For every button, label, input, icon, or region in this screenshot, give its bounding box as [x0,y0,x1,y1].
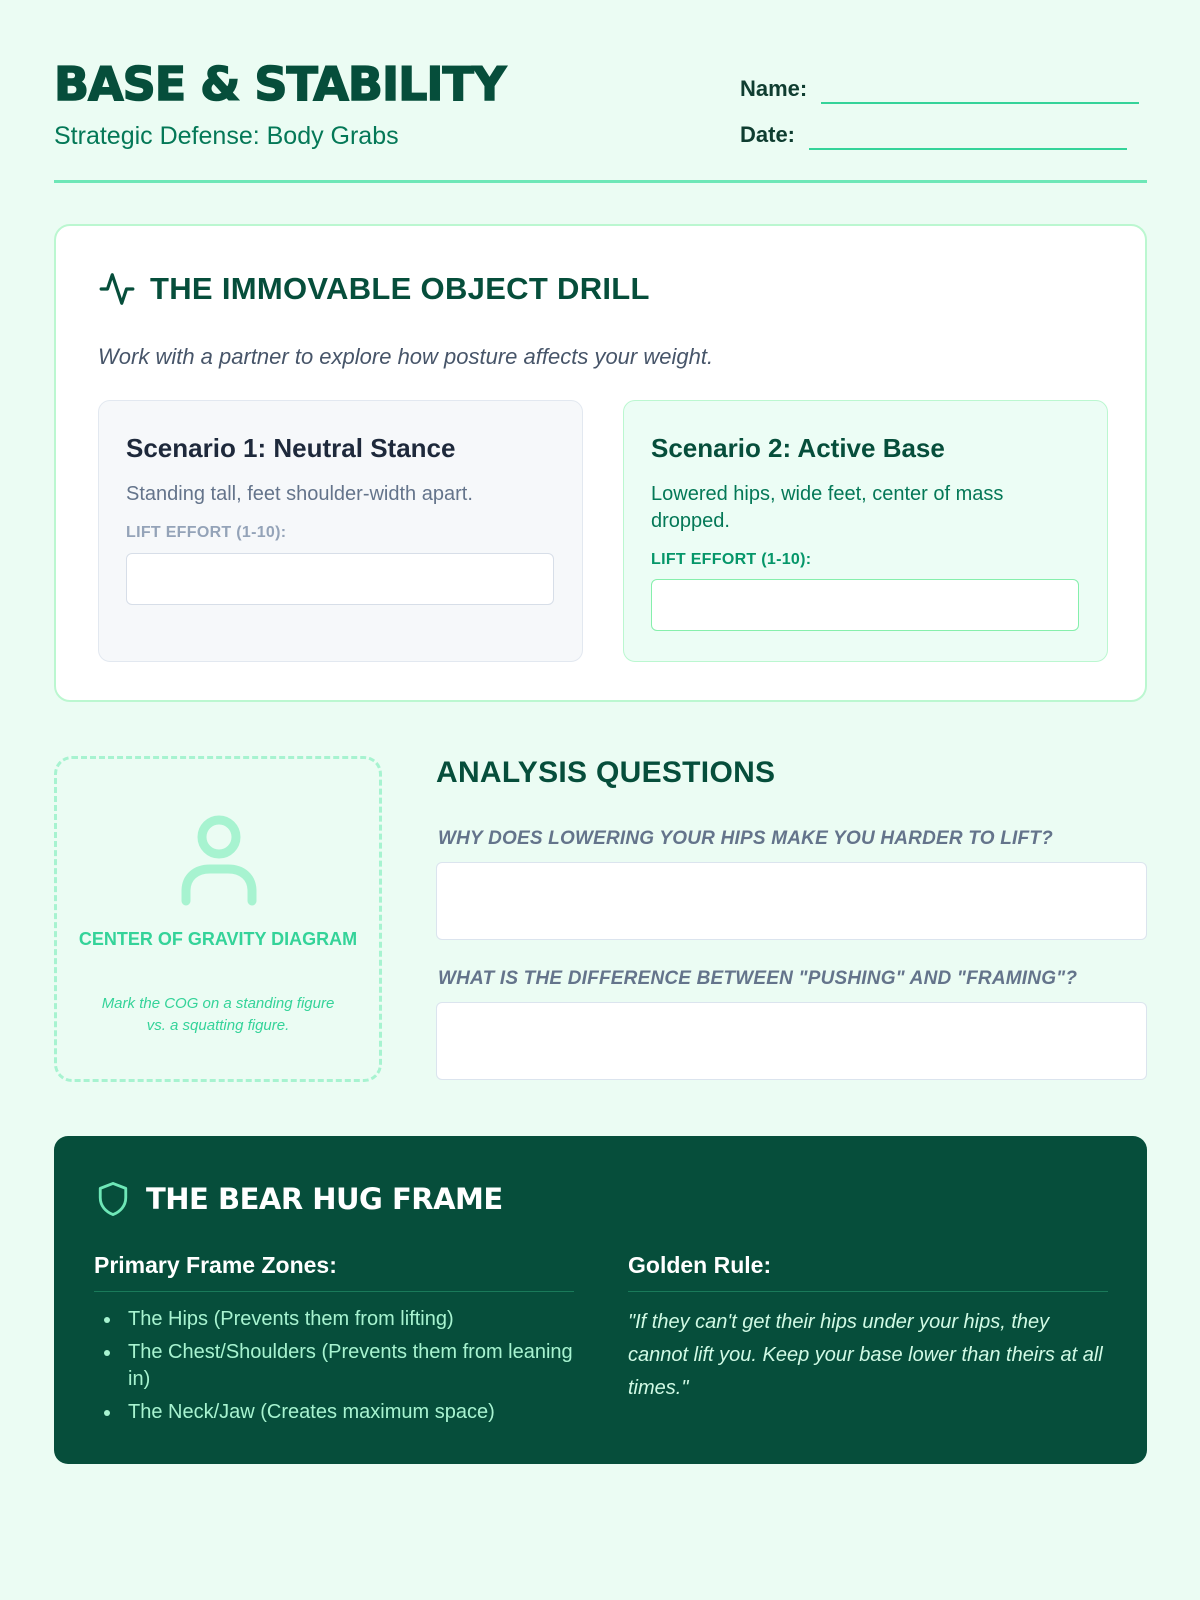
answer-2-field[interactable] [436,1002,1147,1080]
activity-pulse-icon [98,270,136,308]
list-item: The Hips (Prevents them from lifting) [94,1306,574,1333]
date-field-row [740,120,1127,150]
person-icon [180,813,258,909]
page-subtitle: Strategic Defense: Body Grabs [54,122,399,150]
cog-diagram-instructions: Mark the COG on a standing figure vs. a squatting figure. [101,995,335,1034]
question-2: WHAT IS THE DIFFERENCE BETWEEN "PUSHING" AND "FRAMING"? [438,968,1078,989]
drill-intro: Work with a partner to explore how posture affects your weight. [98,344,714,369]
frame-heading [96,1180,503,1218]
shield-icon [96,1180,130,1218]
immovable-object-drill-card [54,224,1147,702]
lift-effort-input[interactable] [126,553,554,605]
answer-1-field[interactable] [436,862,1147,940]
center-of-gravity-diagram-box[interactable] [54,756,382,1082]
lift-effort-label: LIFT EFFORT (1-10): [126,524,287,541]
cog-diagram-label: CENTER OF GRAVITY DIAGRAM [78,929,358,949]
worksheet-header [54,54,1147,184]
name-write-line[interactable] [821,78,1139,104]
scenario-title: Scenario 2: Active Base [651,433,945,463]
zones-title: Primary Frame Zones: [94,1252,574,1292]
scenario-description: Lowered hips, wide feet, center of mass dropped. [651,483,1004,532]
list-item: The Neck/Jaw (Creates maximum space) [94,1399,574,1426]
frame-title: THE BEAR HUG FRAME [146,1182,503,1216]
name-field-row [740,74,1139,104]
scenario-description: Standing tall, feet shoulder-width apart. [126,483,473,505]
question-1: WHY DOES LOWERING YOUR HIPS MAKE YOU HARDER TO LIFT? [438,828,1053,849]
list-item: The Chest/Shoulders (Prevents them from leaning in) [94,1339,574,1393]
date-write-line[interactable] [809,124,1127,150]
drill-title: THE IMMOVABLE OBJECT DRILL [150,271,650,306]
golden-rule-title: Golden Rule: [628,1252,1108,1292]
bear-hug-frame-panel [54,1136,1147,1464]
name-label: Name: [740,76,808,101]
primary-frame-zones [94,1252,574,1432]
scenario-neutral-stance [98,400,583,662]
page-title: BASE & STABILITY [54,57,506,111]
drill-heading [98,270,650,308]
scenario-active-base [623,400,1108,662]
zones-list [94,1306,574,1426]
golden-rule-quote: "If they can't get their hips under your hips, they cannot lift you. Keep your base lower than theirs at all times." [628,1311,1103,1399]
golden-rule [628,1252,1108,1405]
lift-effort-input[interactable] [651,579,1079,631]
lift-effort-label: LIFT EFFORT (1-10): [651,551,812,568]
analysis-questions-section [436,756,1147,1086]
header-divider [54,180,1147,183]
analysis-title: ANALYSIS QUESTIONS [436,756,776,789]
date-label: Date: [740,122,796,147]
scenario-title: Scenario 1: Neutral Stance [126,433,456,463]
